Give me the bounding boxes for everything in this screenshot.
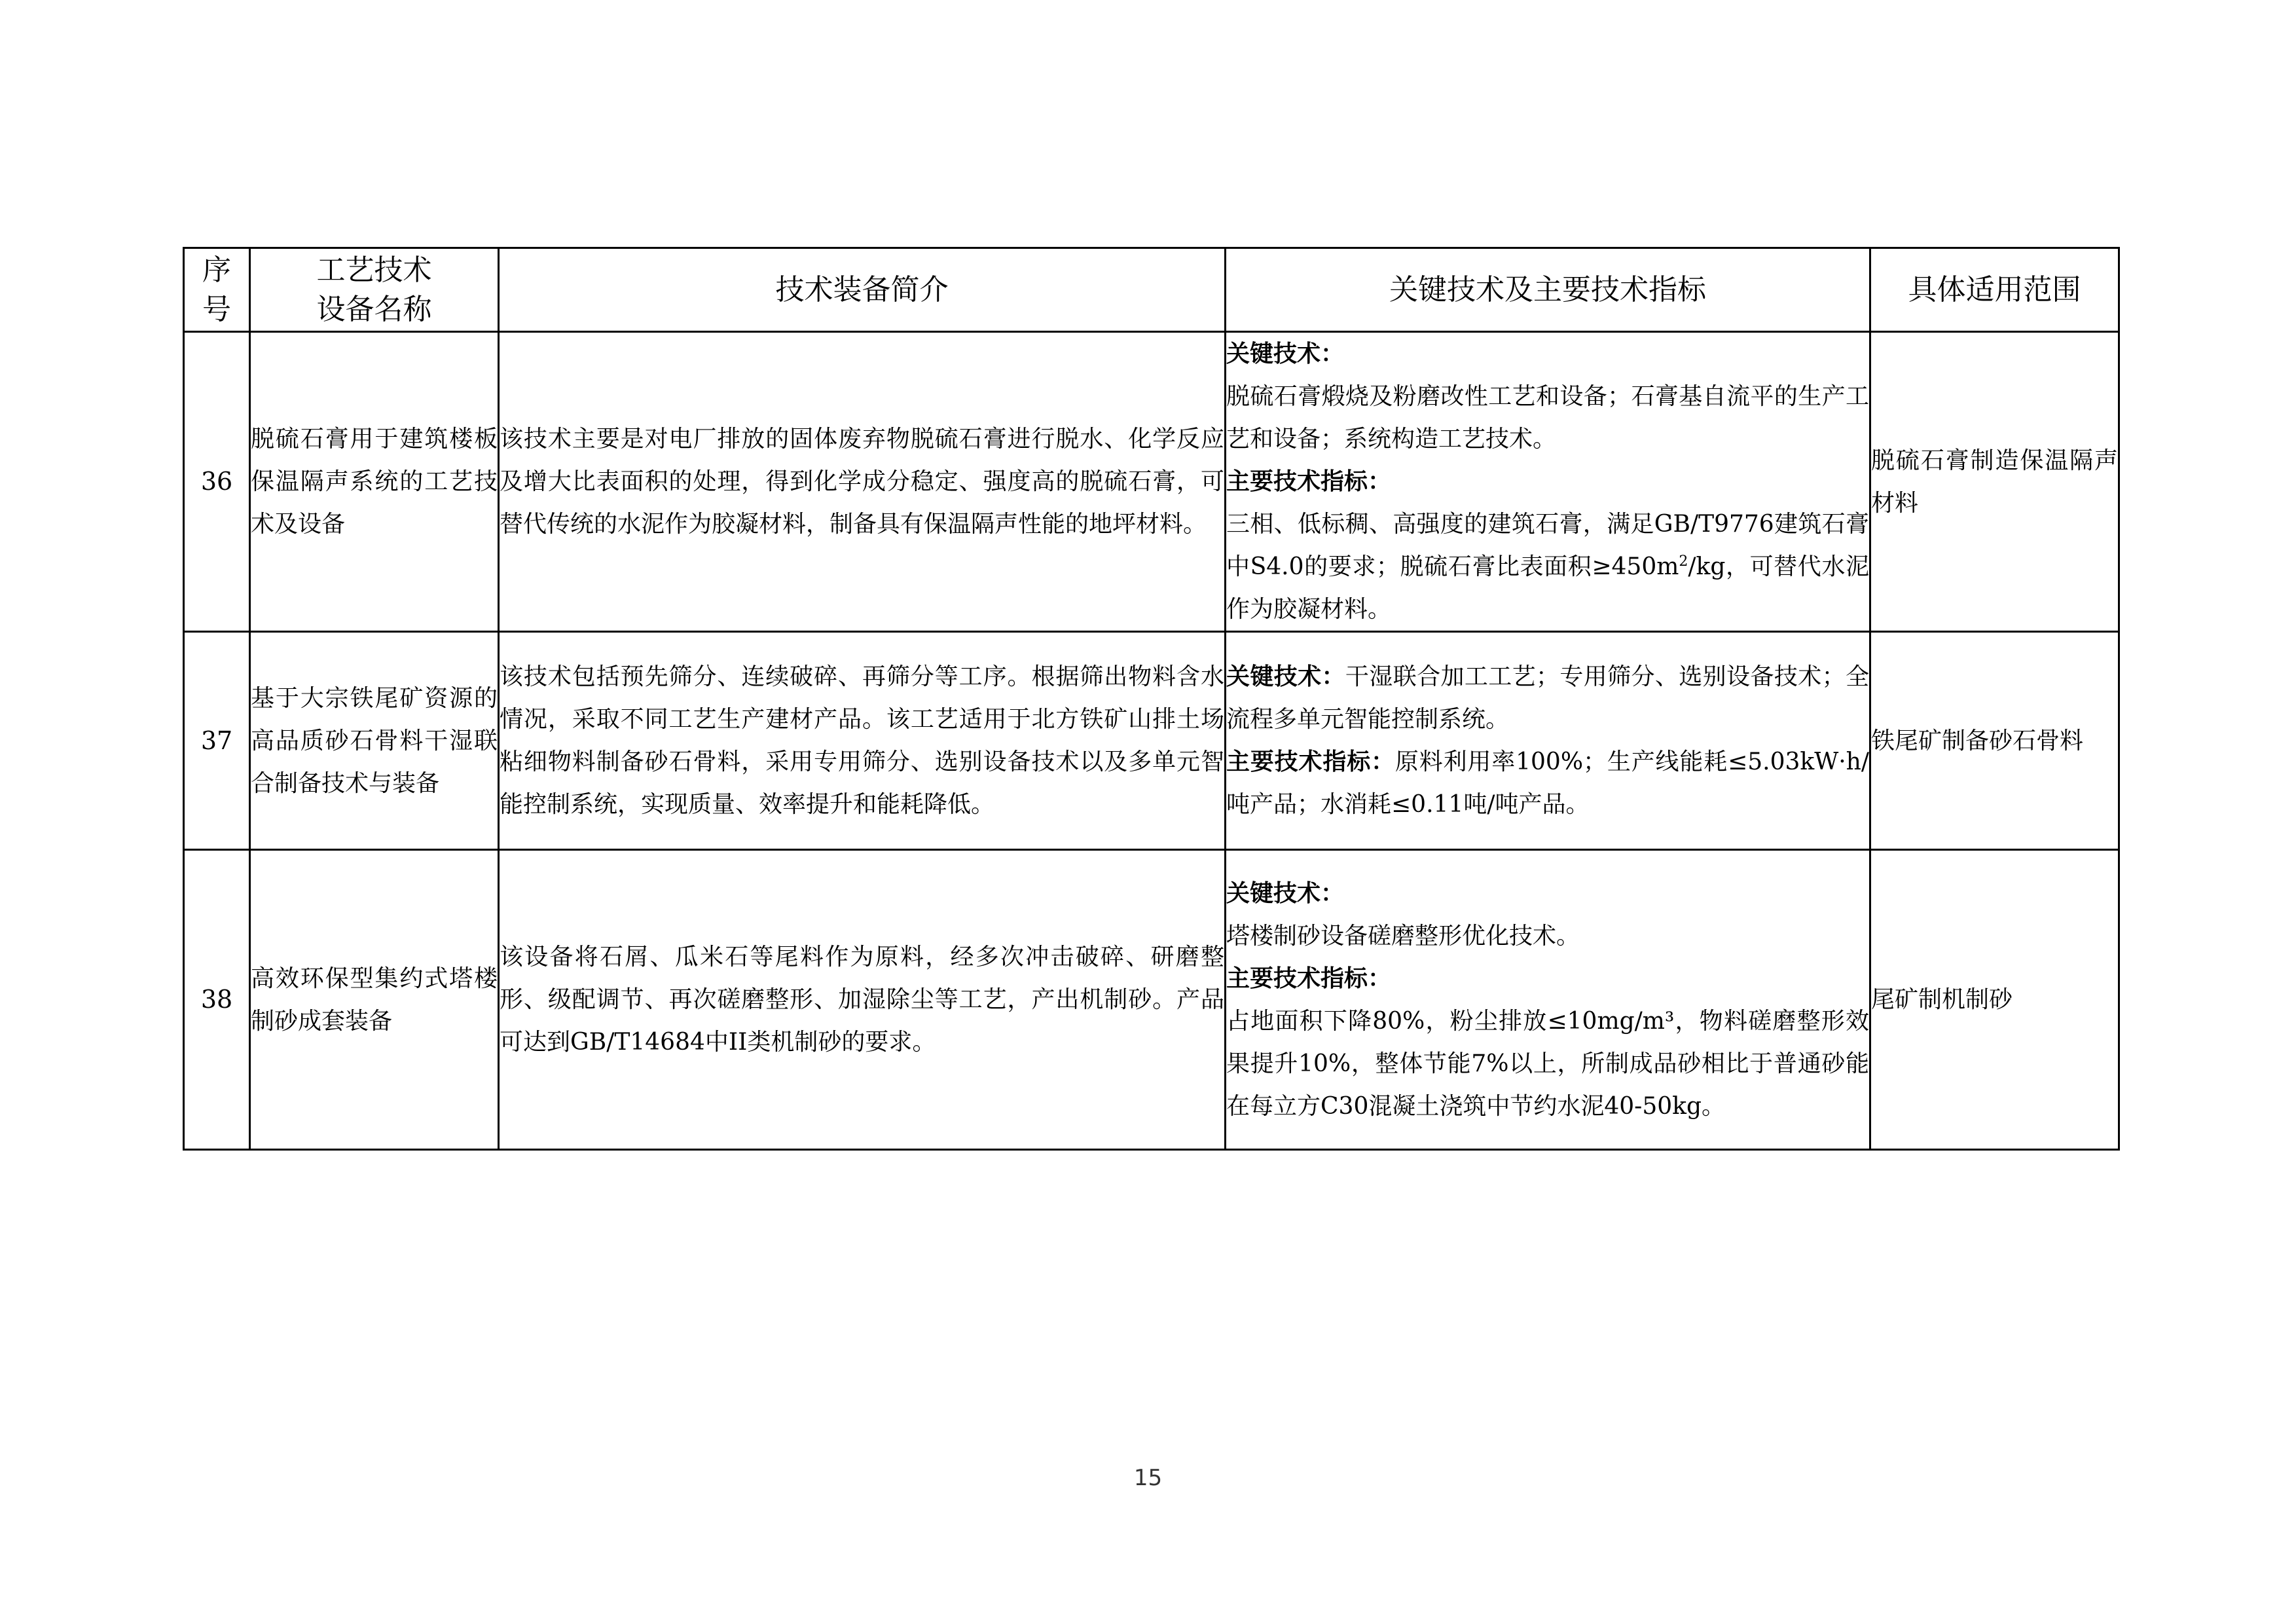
row-name: 脱硫石膏用于建筑楼板保温隔声系统的工艺技术及设备 [250, 332, 499, 632]
header-name-line2: 设备名称 [316, 292, 432, 326]
technology-table [183, 247, 2120, 1151]
row-no: 36 [184, 332, 250, 632]
row-name: 基于大宗铁尾矿资源的高品质砂石骨料干湿联合制备技术与装备 [250, 632, 499, 850]
key-tech-label: 关键技术： [1226, 879, 1345, 907]
table-row [184, 850, 2119, 1150]
row-no: 38 [184, 850, 250, 1150]
table-row [184, 332, 2119, 632]
row-intro: 该技术主要是对电厂排放的固体废弃物脱硫石膏进行脱水、化学反应及增大比表面积的处理，得到化学成分稳定、强度高的脱硫石膏，可替代传统的水泥作为胶凝材料，制备具有保温隔声性能的地坪材料。 [499, 332, 1226, 632]
row-key [1226, 332, 1870, 632]
key-tech-block [1226, 655, 1869, 741]
key-tech-text: 干湿联合加工工艺；专用筛分、选别设备技术；全流程多单元智能控制系统。 [1226, 663, 1869, 733]
index-text-a: 三相、低标稠、高强度的建筑石膏，满足GB/T9776建筑石膏中S4.0的要求；脱硫石膏比表面积≥450m [1226, 511, 1869, 580]
row-key [1226, 850, 1870, 1150]
index-label: 主要技术指标： [1226, 748, 1395, 775]
index-text: 原料利用率100%；生产线能耗≤5.03kW·h/吨产品；水消耗≤0.11吨/吨产品。 [1226, 748, 1869, 818]
row-scope: 脱硫石膏制造保温隔声材料 [1870, 332, 2119, 632]
index-label: 主要技术指标： [1226, 964, 1392, 992]
index-text [1226, 503, 1869, 631]
header-no: 序号 [184, 248, 250, 332]
index-text: 占地面积下降80%，粉尘排放≤10mg/m³，物料磋磨整形效果提升10%，整体节能7%以上，所制成品砂相比于普通砂能在每立方C30混凝土浇筑中节约水泥40-50kg。 [1226, 1007, 1869, 1120]
header-intro: 技术装备简介 [499, 248, 1226, 332]
header-scope: 具体适用范围 [1870, 248, 2119, 332]
row-key [1226, 632, 1870, 850]
key-tech-text: 脱硫石膏煅烧及粉磨改性工艺和设备；石膏基自流平的生产工艺和设备；系统构造工艺技术。 [1226, 383, 1869, 452]
header-name [250, 248, 499, 332]
key-tech-label: 关键技术： [1226, 663, 1345, 690]
row-name: 高效环保型集约式塔楼制砂成套装备 [250, 850, 499, 1150]
index-block [1226, 741, 1869, 826]
row-no: 37 [184, 632, 250, 850]
table-row [184, 632, 2119, 850]
page-number: 15 [1133, 1465, 1163, 1491]
key-tech-label: 关键技术： [1226, 340, 1345, 367]
row-intro: 该技术包括预先筛分、连续破碎、再筛分等工序。根据筛出物料含水情况，采取不同工艺生产建材产品。该工艺适用于北方铁矿山排土场粘细物料制备砂石骨料，采用专用筛分、选别设备技术以及多单元智能控制系统，实现质量、效率提升和能耗降低。 [499, 632, 1226, 850]
table-header-row [184, 248, 2119, 332]
header-name-line1: 工艺技术 [316, 253, 432, 287]
row-scope: 铁尾矿制备砂石骨料 [1870, 632, 2119, 850]
index-label: 主要技术指标： [1226, 468, 1392, 495]
index-superscript: 2 [1679, 553, 1688, 570]
index-text-b: /kg，可替代水泥作为胶凝材料。 [1226, 553, 1869, 623]
row-intro: 该设备将石屑、瓜米石等尾料作为原料，经多次冲击破碎、研磨整形、级配调节、再次磋磨整形、加湿除尘等工艺，产出机制砂。产品可达到GB/T14684中II类机制砂的要求。 [499, 850, 1226, 1150]
row-scope: 尾矿制机制砂 [1870, 850, 2119, 1150]
key-tech-text: 塔楼制砂设备磋磨整形优化技术。 [1226, 922, 1580, 950]
header-key: 关键技术及主要技术指标 [1226, 248, 1870, 332]
